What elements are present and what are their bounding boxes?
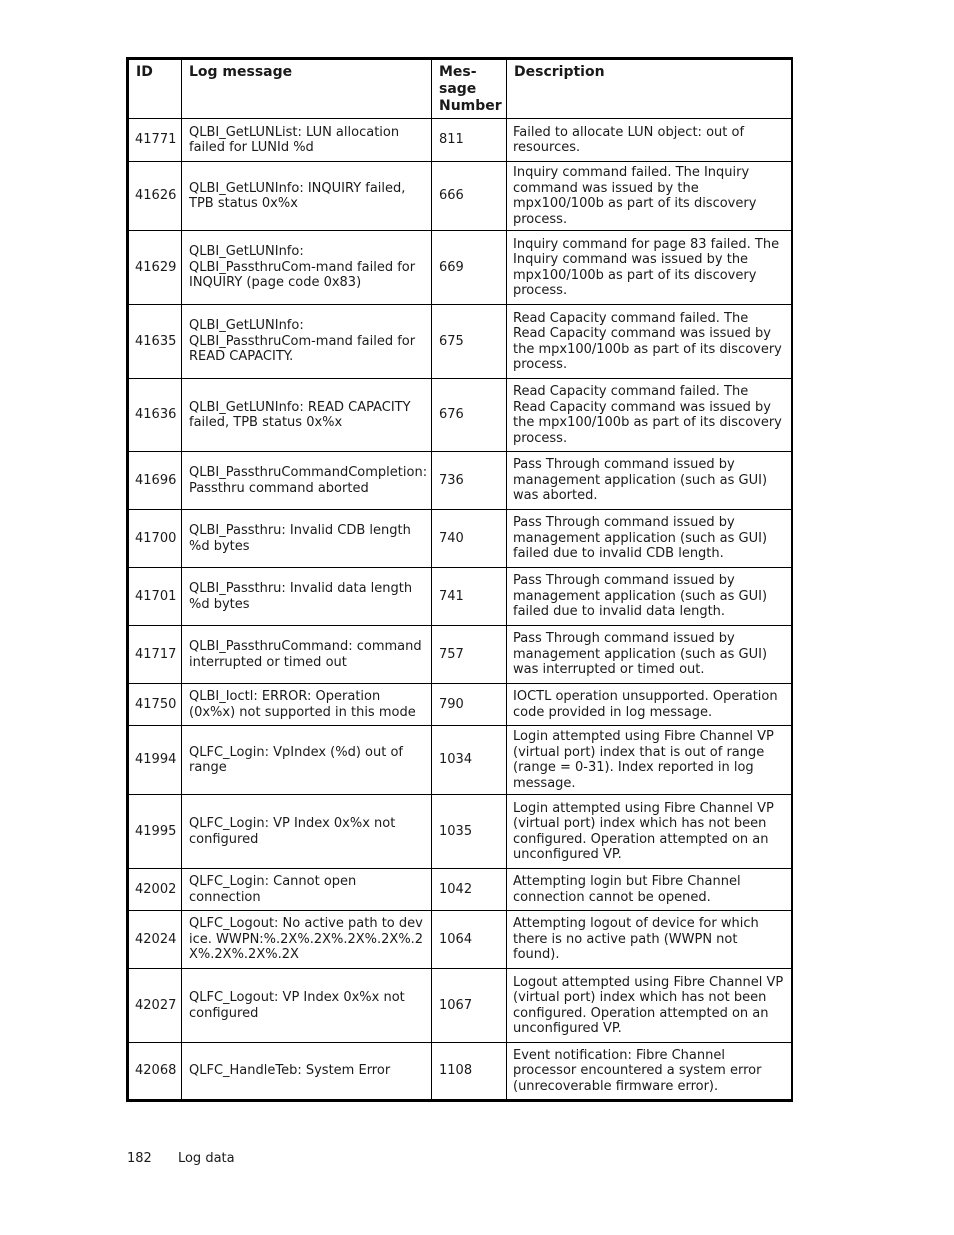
cell-id: 42027 — [128, 969, 182, 1043]
table-row — [128, 510, 792, 568]
cell-id: 41696 — [128, 452, 182, 510]
table-row — [128, 684, 792, 726]
cell-description: Attempting login but Fibre Channel connection cannot be opened. — [507, 869, 792, 911]
cell-log-message: QLFC_Login: VpIndex (%d) out of range — [182, 726, 432, 795]
cell-log-message: QLBI_GetLUNList: LUN allocation failed for LUNId %d — [182, 119, 432, 162]
table-row — [128, 969, 792, 1043]
cell-log-message: QLFC_Login: Cannot open connection — [182, 869, 432, 911]
cell-id: 41626 — [128, 162, 182, 231]
cell-description: Event notification: Fibre Channel processor encountered a system error (unrecoverable firmware error). — [507, 1043, 792, 1101]
cell-log-message: QLBI_Ioctl: ERROR: Operation (0x%x) not supported in this mode — [182, 684, 432, 726]
table-row — [128, 1043, 792, 1101]
cell-message-number: 740 — [432, 510, 507, 568]
cell-id: 41995 — [128, 795, 182, 869]
table-row — [128, 726, 792, 795]
cell-message-number: 757 — [432, 626, 507, 684]
cell-id: 41771 — [128, 119, 182, 162]
cell-message-number: 811 — [432, 119, 507, 162]
cell-log-message: QLFC_Login: VP Index 0x%x not configured — [182, 795, 432, 869]
cell-description: Pass Through command issued by management application (such as GUI) was interrupted or timed out. — [507, 626, 792, 684]
cell-id: 41636 — [128, 379, 182, 452]
cell-description: Inquiry command for page 83 failed. The Inquiry command was issued by the mpx100/100b as part of its discovery process. — [507, 231, 792, 305]
cell-message-number: 1034 — [432, 726, 507, 795]
cell-description: Inquiry command failed. The Inquiry command was issued by the mpx100/100b as part of its discovery process. — [507, 162, 792, 231]
cell-message-number: 675 — [432, 305, 507, 379]
cell-log-message: QLFC_HandleTeb: System Error — [182, 1043, 432, 1101]
cell-log-message: QLBI_GetLUNInfo: QLBI_PassthruCom-mand failed for INQUIRY (page code 0x83) — [182, 231, 432, 305]
cell-description: Logout attempted using Fibre Channel VP (virtual port) index which has not been configured. Operation attempted on an unconfigured VP. — [507, 969, 792, 1043]
header-log-message: Log message — [182, 59, 432, 119]
cell-message-number: 1042 — [432, 869, 507, 911]
cell-log-message: QLBI_GetLUNInfo: QLBI_PassthruCom-mand failed for READ CAPACITY. — [182, 305, 432, 379]
page-footer — [127, 1151, 235, 1166]
cell-description: Pass Through command issued by management application (such as GUI) failed due to invalid CDB length. — [507, 510, 792, 568]
table-row — [128, 568, 792, 626]
cell-description: Login attempted using Fibre Channel VP (virtual port) index that is out of range (range = 0-31). Index reported in log message. — [507, 726, 792, 795]
table-row — [128, 911, 792, 969]
cell-description: Attempting logout of device for which there is no active path (WWPN not found). — [507, 911, 792, 969]
cell-log-message: QLFC_Logout: No active path to device. WWPN:%.2X%.2X%.2X%.2X%.2X%.2X%.2X%.2X — [182, 911, 432, 969]
table-row — [128, 626, 792, 684]
cell-message-number: 741 — [432, 568, 507, 626]
cell-description: Pass Through command issued by management application (such as GUI) was aborted. — [507, 452, 792, 510]
cell-message-number: 1067 — [432, 969, 507, 1043]
cell-message-number: 1064 — [432, 911, 507, 969]
table-row — [128, 162, 792, 231]
cell-description: Login attempted using Fibre Channel VP (virtual port) index which has not been configured. Operation attempted on an unconfigured VP. — [507, 795, 792, 869]
cell-message-number: 1035 — [432, 795, 507, 869]
cell-id: 42002 — [128, 869, 182, 911]
header-description: Description — [507, 59, 792, 119]
cell-id: 41700 — [128, 510, 182, 568]
cell-log-message: QLBI_PassthruCommandCompletion: Passthru command aborted — [182, 452, 432, 510]
cell-id: 42024 — [128, 911, 182, 969]
cell-log-message: QLBI_Passthru: Invalid CDB length %d bytes — [182, 510, 432, 568]
log-message-table — [126, 57, 793, 1102]
cell-description: Read Capacity command failed. The Read Capacity command was issued by the mpx100/100b as part of its discovery process. — [507, 305, 792, 379]
header-message-number: Mes- sage Number — [432, 59, 507, 119]
section-title: Log data — [177, 1151, 235, 1166]
table-row — [128, 119, 792, 162]
cell-message-number: 790 — [432, 684, 507, 726]
cell-id: 41629 — [128, 231, 182, 305]
table-row — [128, 231, 792, 305]
header-id: ID — [128, 59, 182, 119]
cell-description: IOCTL operation unsupported. Operation code provided in log message. — [507, 684, 792, 726]
table-row — [128, 452, 792, 510]
table-row — [128, 305, 792, 379]
page-number: 182 — [127, 1151, 152, 1166]
cell-description: Read Capacity command failed. The Read Capacity command was issued by the mpx100/100b as part of its discovery process. — [507, 379, 792, 452]
table-row — [128, 869, 792, 911]
cell-message-number: 669 — [432, 231, 507, 305]
cell-id: 41635 — [128, 305, 182, 379]
cell-log-message: QLBI_Passthru: Invalid data length %d bytes — [182, 568, 432, 626]
cell-id: 41701 — [128, 568, 182, 626]
cell-id: 42068 — [128, 1043, 182, 1101]
cell-log-message: QLBI_GetLUNInfo: INQUIRY failed, TPB status 0x%x — [182, 162, 432, 231]
cell-id: 41717 — [128, 626, 182, 684]
cell-log-message: QLFC_Logout: VP Index 0x%x not configured — [182, 969, 432, 1043]
cell-log-message: QLBI_GetLUNInfo: READ CAPACITY failed, TPB status 0x%x — [182, 379, 432, 452]
cell-description: Pass Through command issued by management application (such as GUI) failed due to invalid data length. — [507, 568, 792, 626]
table-row — [128, 379, 792, 452]
cell-message-number: 1108 — [432, 1043, 507, 1101]
cell-message-number: 666 — [432, 162, 507, 231]
table-header-row — [128, 59, 792, 119]
cell-id: 41994 — [128, 726, 182, 795]
cell-description: Failed to allocate LUN object: out of resources. — [507, 119, 792, 162]
cell-message-number: 676 — [432, 379, 507, 452]
cell-log-message: QLBI_PassthruCommand: command interrupted or timed out — [182, 626, 432, 684]
cell-message-number: 736 — [432, 452, 507, 510]
table-row — [128, 795, 792, 869]
cell-id: 41750 — [128, 684, 182, 726]
